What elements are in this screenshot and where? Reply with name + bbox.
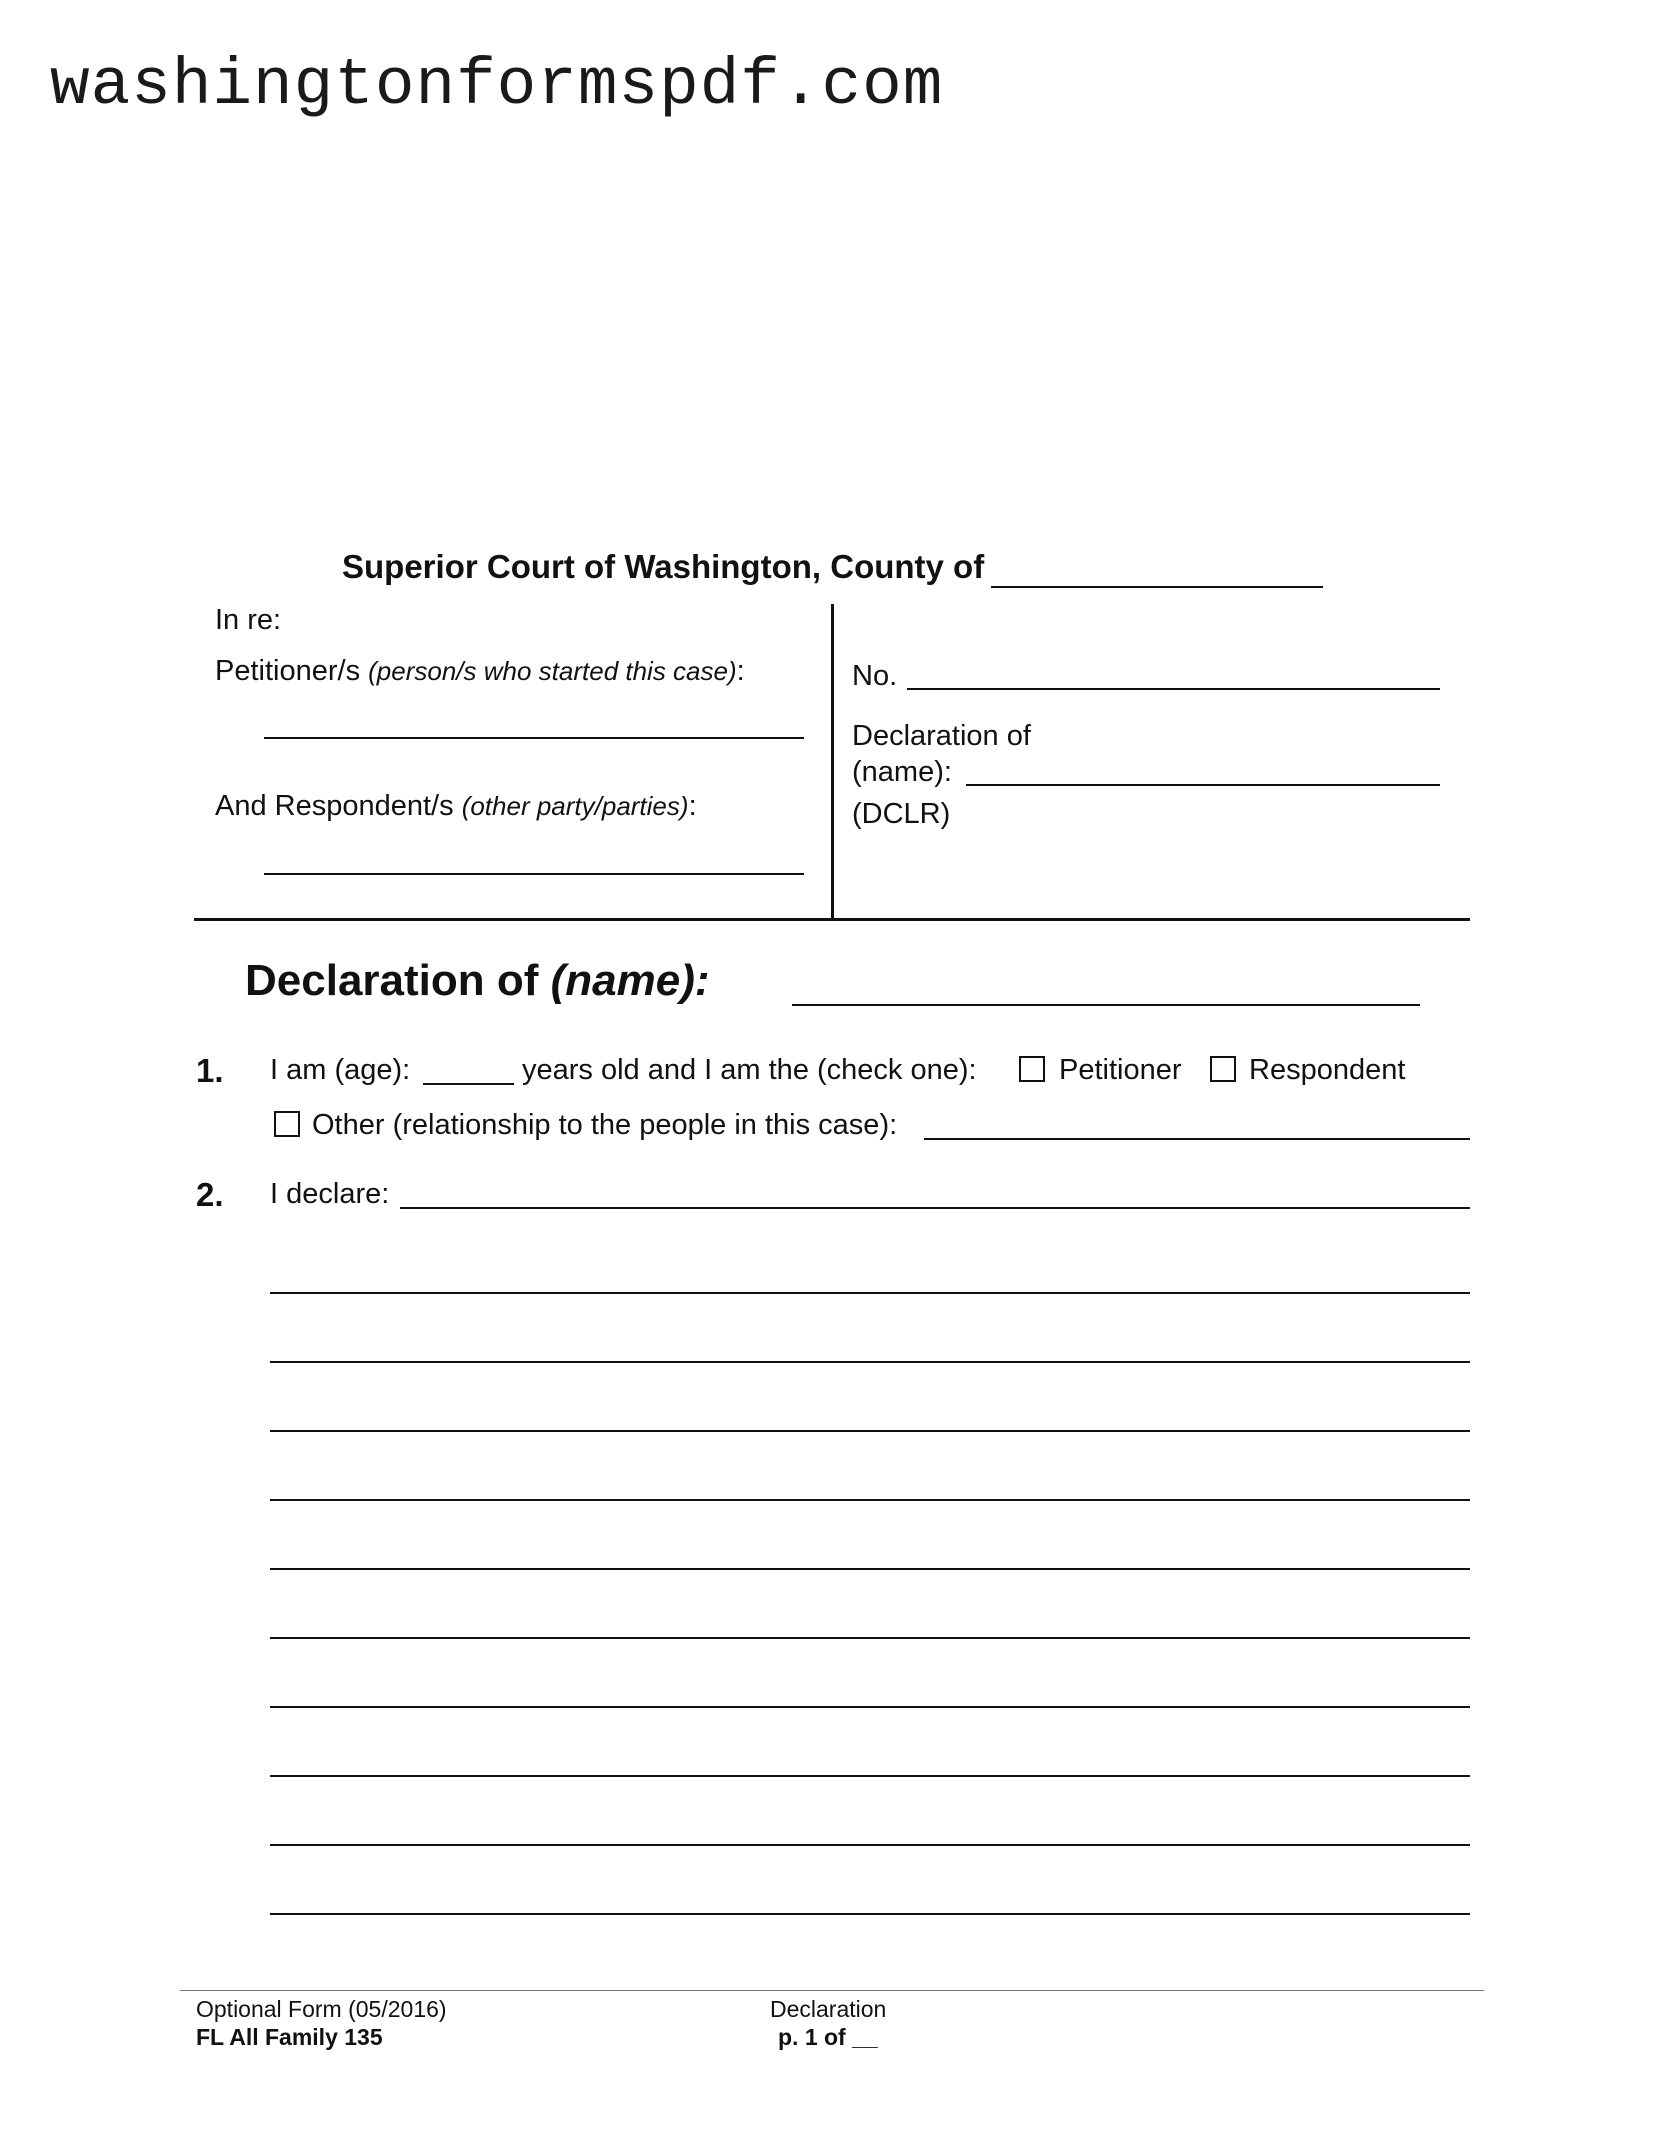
declaration-line-5[interactable]	[270, 1499, 1470, 1501]
form-code: (DCLR)	[852, 798, 951, 830]
other-option-label: Other (relationship to the people in this case):	[312, 1109, 898, 1141]
footer-page-number: p. 1 of __	[778, 2024, 878, 2050]
petitioner-option-label: Petitioner	[1059, 1054, 1182, 1086]
footer-form-id: FL All Family 135	[196, 2024, 383, 2050]
declaration-line-3[interactable]	[270, 1361, 1470, 1363]
petitioner-name-field[interactable]	[264, 737, 804, 739]
decl-of-label: Declaration of	[852, 720, 1031, 752]
caption-bottom-rule	[194, 918, 1470, 921]
petitioner-colon: :	[736, 655, 745, 687]
caption-decl-name-field[interactable]	[966, 784, 1440, 786]
declaration-line-9[interactable]	[270, 1775, 1470, 1777]
court-title: Superior Court of Washington, County of	[342, 548, 985, 585]
declare-label: I declare:	[270, 1178, 390, 1210]
respondent-colon: :	[688, 790, 697, 822]
page-title	[245, 956, 710, 1006]
other-checkbox[interactable]	[274, 1111, 300, 1137]
declaration-line-6[interactable]	[270, 1568, 1470, 1570]
respondent-name-field[interactable]	[264, 873, 804, 875]
county-field[interactable]	[991, 586, 1323, 588]
footer-rule	[180, 1990, 1484, 1991]
item-1-number: 1.	[196, 1052, 224, 1089]
years-text: years old and I am the (check one):	[522, 1054, 977, 1086]
footer-doc-name: Declaration	[770, 1996, 887, 2022]
age-label: I am (age):	[270, 1054, 411, 1086]
footer-optional-form: Optional Form (05/2016)	[196, 1996, 447, 2022]
declaration-line-2[interactable]	[270, 1292, 1470, 1294]
caption-divider	[831, 604, 834, 920]
watermark-text: washingtonformspdf.com	[50, 48, 944, 123]
respondent-checkbox[interactable]	[1210, 1056, 1236, 1082]
declaration-line-11[interactable]	[270, 1913, 1470, 1915]
petitioner-hint: (person/s who started this case)	[368, 656, 737, 686]
relationship-field[interactable]	[924, 1138, 1470, 1140]
respondent-option-label: Respondent	[1249, 1054, 1406, 1086]
declaration-line-4[interactable]	[270, 1430, 1470, 1432]
item-2-number: 2.	[196, 1176, 224, 1213]
decl-name-label: (name):	[852, 756, 952, 788]
title-name-hint: (name):	[550, 956, 710, 1005]
petitioner-label: Petitioner/s	[215, 655, 361, 687]
declaration-line-8[interactable]	[270, 1706, 1470, 1708]
case-no-label: No.	[852, 660, 898, 692]
petitioner-label-row	[215, 655, 745, 688]
respondent-label-row	[215, 790, 697, 823]
declarant-name-field[interactable]	[792, 1004, 1420, 1006]
age-field[interactable]	[423, 1083, 514, 1085]
respondent-label: And Respondent/s	[215, 790, 454, 822]
petitioner-checkbox[interactable]	[1019, 1056, 1045, 1082]
title-prefix: Declaration of	[245, 956, 539, 1005]
respondent-hint: (other party/parties)	[461, 791, 689, 821]
declaration-line-7[interactable]	[270, 1637, 1470, 1639]
declaration-line-10[interactable]	[270, 1844, 1470, 1846]
in-re-label: In re:	[215, 604, 282, 636]
declaration-line-1[interactable]	[400, 1207, 1470, 1209]
case-number-field[interactable]	[907, 688, 1440, 690]
